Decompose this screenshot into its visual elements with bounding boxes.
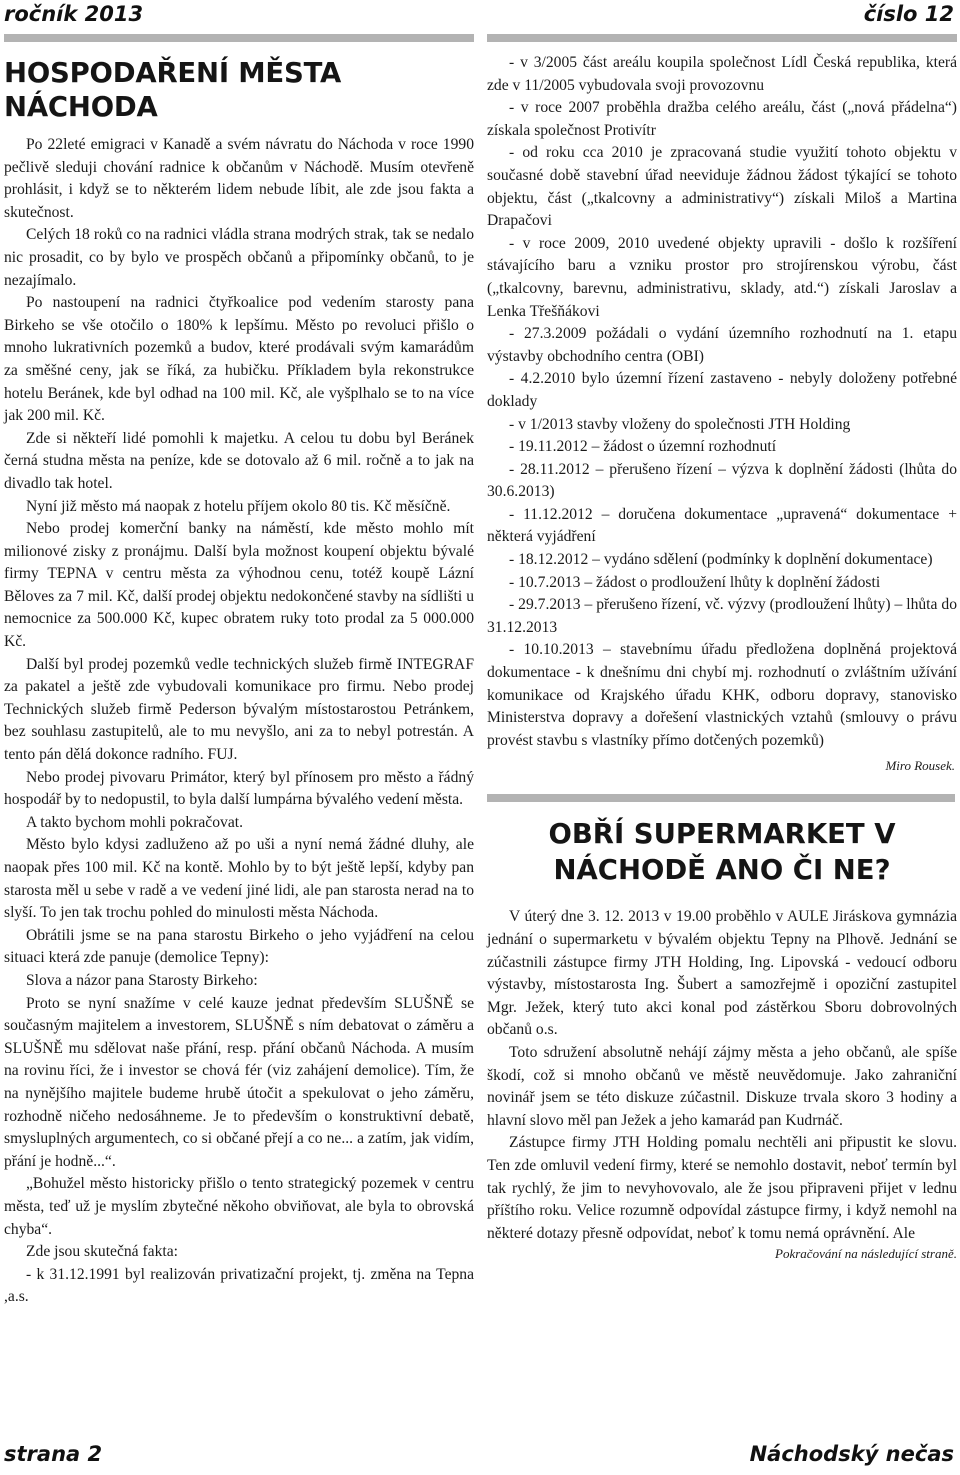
- header-divider-left: [4, 34, 474, 42]
- paragraph: - 29.7.2013 – přerušeno řízení, vč. výzvy (prodloužení lhůty) – lhůta do 31.12.2013: [487, 596, 957, 636]
- paragraph: Proto se nyní snažíme v celé kauze jednat především SLUŠNĚ se současným majitelem a investorem, SLUŠNĚ s ním debatovat o záměru a SLUŠNĚ mu sdělovat naše přání, resp. přání občanů Náchoda. A musím na rovinu říci, že i investor se chová fér (viz zahájení demolice). Tím, že na nynějšího majitele budeme hrubě útočit a spekulovat o jeho záměru, rozhodně ničeho nedosáhneme. Je to především o konstruktivní debatě, smysluplných argumentech, co si občané přejí a co ne... a zatím, jak vidím, přání je hodně...“.: [4, 994, 474, 1170]
- issue-number: číslo 12: [863, 2, 954, 26]
- paragraph: V úterý dne 3. 12. 2013 v 19.00 proběhlo v AULE Jiráskova gymnázia jednání o supermarketu v bývalém objektu Tepny na Plhově. Jednání se zúčastnili zástupce firmy JTH Holding, Ing. Lipovská - vedoucí odboru výstavby, místostarosta Ing. Šubert a samozřejmě i opoziční zastupitel Mgr. Ježek, který tuto akci konal pod zástěrkou Sboru dobrovolných občanů o.s.: [487, 908, 957, 1039]
- article-title: HOSPODAŘENÍ MĚSTA NÁCHODA: [4, 57, 342, 123]
- paragraph: - 10.7.2013 – žádost o prodloužení lhůty k doplnění žádosti: [509, 573, 881, 591]
- left-column: [4, 48, 474, 1309]
- article-body-left: [4, 134, 474, 1309]
- paragraph: - v 1/2013 stavby vloženy do společnosti JTH Holding: [509, 415, 851, 433]
- paragraph: Toto sdružení absolutně nehájí zájmy města a jeho občanů, ale spíše škodí, což si mnoho občanů ve městě neuvědomuje. Jako zahraniční novinář jsem se této diskuze zúčastnil. Diskuze trvala skoro 3 hodiny a hlavní slovo měl pan Ježek a jeho kamarád pan Kudrnáč.: [487, 1043, 957, 1129]
- paragraph: - 18.12.2012 – vydáno sdělení (podmínky k doplnění dokumentace): [509, 551, 933, 569]
- paragraph: - 19.11.2012 – žádost o územní rozhodnutí: [509, 438, 777, 456]
- paragraph: A takto bychom mohli pokračovat.: [26, 813, 243, 831]
- paragraph: Slova a názor pana Starosty Birkeho:: [26, 971, 258, 989]
- paragraph: Po nastoupení na radnici čtyřkoalice pod vedením starosty pana Birkeho se vše otočilo o 180% k lepšímu. Město po revoluci přišlo o mnoho lukrativních pozemků a budov, které prodávali svým kamarádům za směšné ceny, jak se říká, za hubičku. Příkladem byla rekonstrukce hotelu Beránek, kde byl odhad na 100 mil. Kč, ale vyšplhalo se to na více jak 200 mil. Kč.: [4, 294, 474, 425]
- article-divider: [487, 794, 955, 802]
- paragraph: Nyní již město má naopak z hotelu příjem okolo 80 tis. Kč měsíčně.: [26, 497, 451, 515]
- header-divider-right: [487, 34, 957, 42]
- second-article-body: [487, 906, 957, 1245]
- paragraph: - 4.2.2010 bylo územní řízení zastaveno - nebyly doloženy potřebné doklady: [487, 370, 957, 410]
- paragraph: - v 3/2005 část areálu koupila společnost Lídl Česká republika, která zde v 11/2005 vybudovala svoji provozovnu: [487, 54, 957, 94]
- author-signature: Miro Rousek.: [885, 758, 955, 774]
- paragraph: - 27.3.2009 požádali o vydání územního rozhodnutí na 1. etapu výstavby obchodního centra (OBI): [487, 325, 957, 365]
- publication-name: Náchodský nečas: [749, 1442, 954, 1466]
- article-body-right: [487, 52, 957, 752]
- right-column: [487, 48, 957, 1263]
- paragraph: Nebo prodej pivovaru Primátor, který byl přínosem pro město a řádný hospodář by to nedopustil, to byla další lumpárna bývalého vedení města.: [4, 768, 474, 809]
- paragraph: „Bohužel město historicky přišlo o tento strategický pozemek v centru města, teď už je myslím zbytečné někoho obviňovat, ale byla to obrovská chyba“.: [4, 1175, 474, 1238]
- paragraph: Zástupce firmy JTH Holding pomalu nechtěli ani připustit ke slovu. Ten zde omluvil vedení firmy, které se nemohlo dostavit, neboť termín byl tak rychlý, že jim to nevyhovovalo, ale že jsou připraveni přijet v lednu příštího roku. Velice rozumně odpovídal zástupce firmy, i když nemohl na některé dotazy přesně odpovídat, neboť k tomu nemá oprávnění. Ale: [487, 1134, 957, 1242]
- paragraph: Po 22leté emigraci v Kanadě a svém návratu do Náchoda v roce 1990 pečlivě sleduji chování radnice k občanům v Náchodě. Musím otevřeně prohlásit, i když se to některém lidem nebude líbit, ale zde jsou fakta a skutečnost.: [4, 136, 474, 221]
- volume-label: ročník 2013: [4, 2, 144, 26]
- continued-note: Pokračování na následující straně.: [775, 1246, 957, 1262]
- paragraph: Celých 18 roků co na radnici vládla strana modrých strak, tak se nedalo nic prosadit, co by bylo ve prospěch občanů a připomínky občanů, to je nezajímalo.: [4, 226, 474, 289]
- paragraph: - v roce 2009, 2010 uvedené objekty upravili - došlo k rozšíření stávajícího baru a vzniku prostor pro strojírenskou výrobu, část („tkalcovny, barevnu, administrativu, sklady, atd.“) získali Jaroslav a Lenka Třešňákovi: [487, 234, 957, 320]
- paragraph: - k 31.12.1991 byl realizován privatizační projekt, tj. změna na Tepna ,a.s.: [4, 1265, 474, 1306]
- paragraph: Zde si někteří lidé pomohli k majetku. A celou tu dobu byl Beránek černá studna města na peníze, kde se dotovalo až 6 mil. ročně a to jak na divadlo tak hotel.: [4, 429, 474, 492]
- paragraph: Zde jsou skutečná fakta:: [26, 1243, 178, 1261]
- paragraph: Další byl prodej pozemků vedle technických služeb firmě INTEGRAF za pakatel a ještě zde vybudovali komunikace pro firmu. Nebo prodej Technických služeb firmě Pederson bývalým místostarostou Petránkem, bez souhlasu zastupitelů, ale to mu nevyšlo, ani za to nebyl potrestán. A tento pán dělá dokonce radního. FUJ.: [4, 655, 474, 764]
- paragraph: Město bylo kdysi zadluženo až po uši a nyní nemá žádné dluhy, ale naopak přes 100 mil. Kč na kontě. Mohlo by to být ještě lepší, kdyby pan starosta měl u sebe v radě a ve vedení jiné lidi, ale pan starosta nerad na to slyší. To jen tak trochu pohled do minulosti města Náchoda.: [4, 836, 474, 922]
- paragraph: - 28.11.2012 – přerušeno řízení – výzva k doplnění žádosti (lhůta do 30.6.2013): [487, 460, 957, 501]
- paragraph: Nebo prodej komerční banky na náměstí, kde město mohlo mít milionové zisky z pronájmu. Další byla možnost koupení objektu bývalé firmy TEPNA v centru města za výhodnou cenu, totéž koupě Lázní Běloves za 7 mil. Kč, další prodej objektu nedokončené stavby na sídlišti u nemocnice za 500.000 Kč, kupec obratem ruky toto prodal za 5 000.000 Kč.: [4, 520, 474, 651]
- paragraph: - 10.10.2013 – stavebnímu úřadu předložena doplněná projektová dokumentace - k dnešnímu dni chybí mj. rozhodnutí o zvláštním užívání komunikace od Krajského úřadu KHK, odboru dopravy, stanovisko Ministerstva dopravy a dořešení vlastnických vztahů (smlouvy o právu provést stavbu s vlastníky přímo dotčených pozemků): [487, 641, 957, 749]
- paragraph: - od roku cca 2010 je zpracovaná studie využití tohoto objektu v současné době stavební úřad neeviduje žádnou žádost týkající se tohoto objektu, část („tkalcovny a administrativy“) získali Miloš a Martina Drapačovi: [487, 144, 957, 230]
- paragraph: - 11.12.2012 – doručena dokumentace „upravená“ dokumentace + některá vyjádření: [487, 505, 957, 546]
- paragraph: Obrátili jsme se na pana starostu Birkeho o jeho vyjádření na celou situaci která zde panuje (demolice Tepny):: [4, 926, 474, 967]
- page-number: strana 2: [4, 1442, 103, 1466]
- second-article-title: OBŘÍ SUPERMARKET V NÁCHODĚ ANO ČI NE?: [548, 818, 896, 887]
- paragraph: - v roce 2007 proběhla dražba celého areálu, část („nová přádelna“) získala společnost Protivítr: [487, 99, 957, 139]
